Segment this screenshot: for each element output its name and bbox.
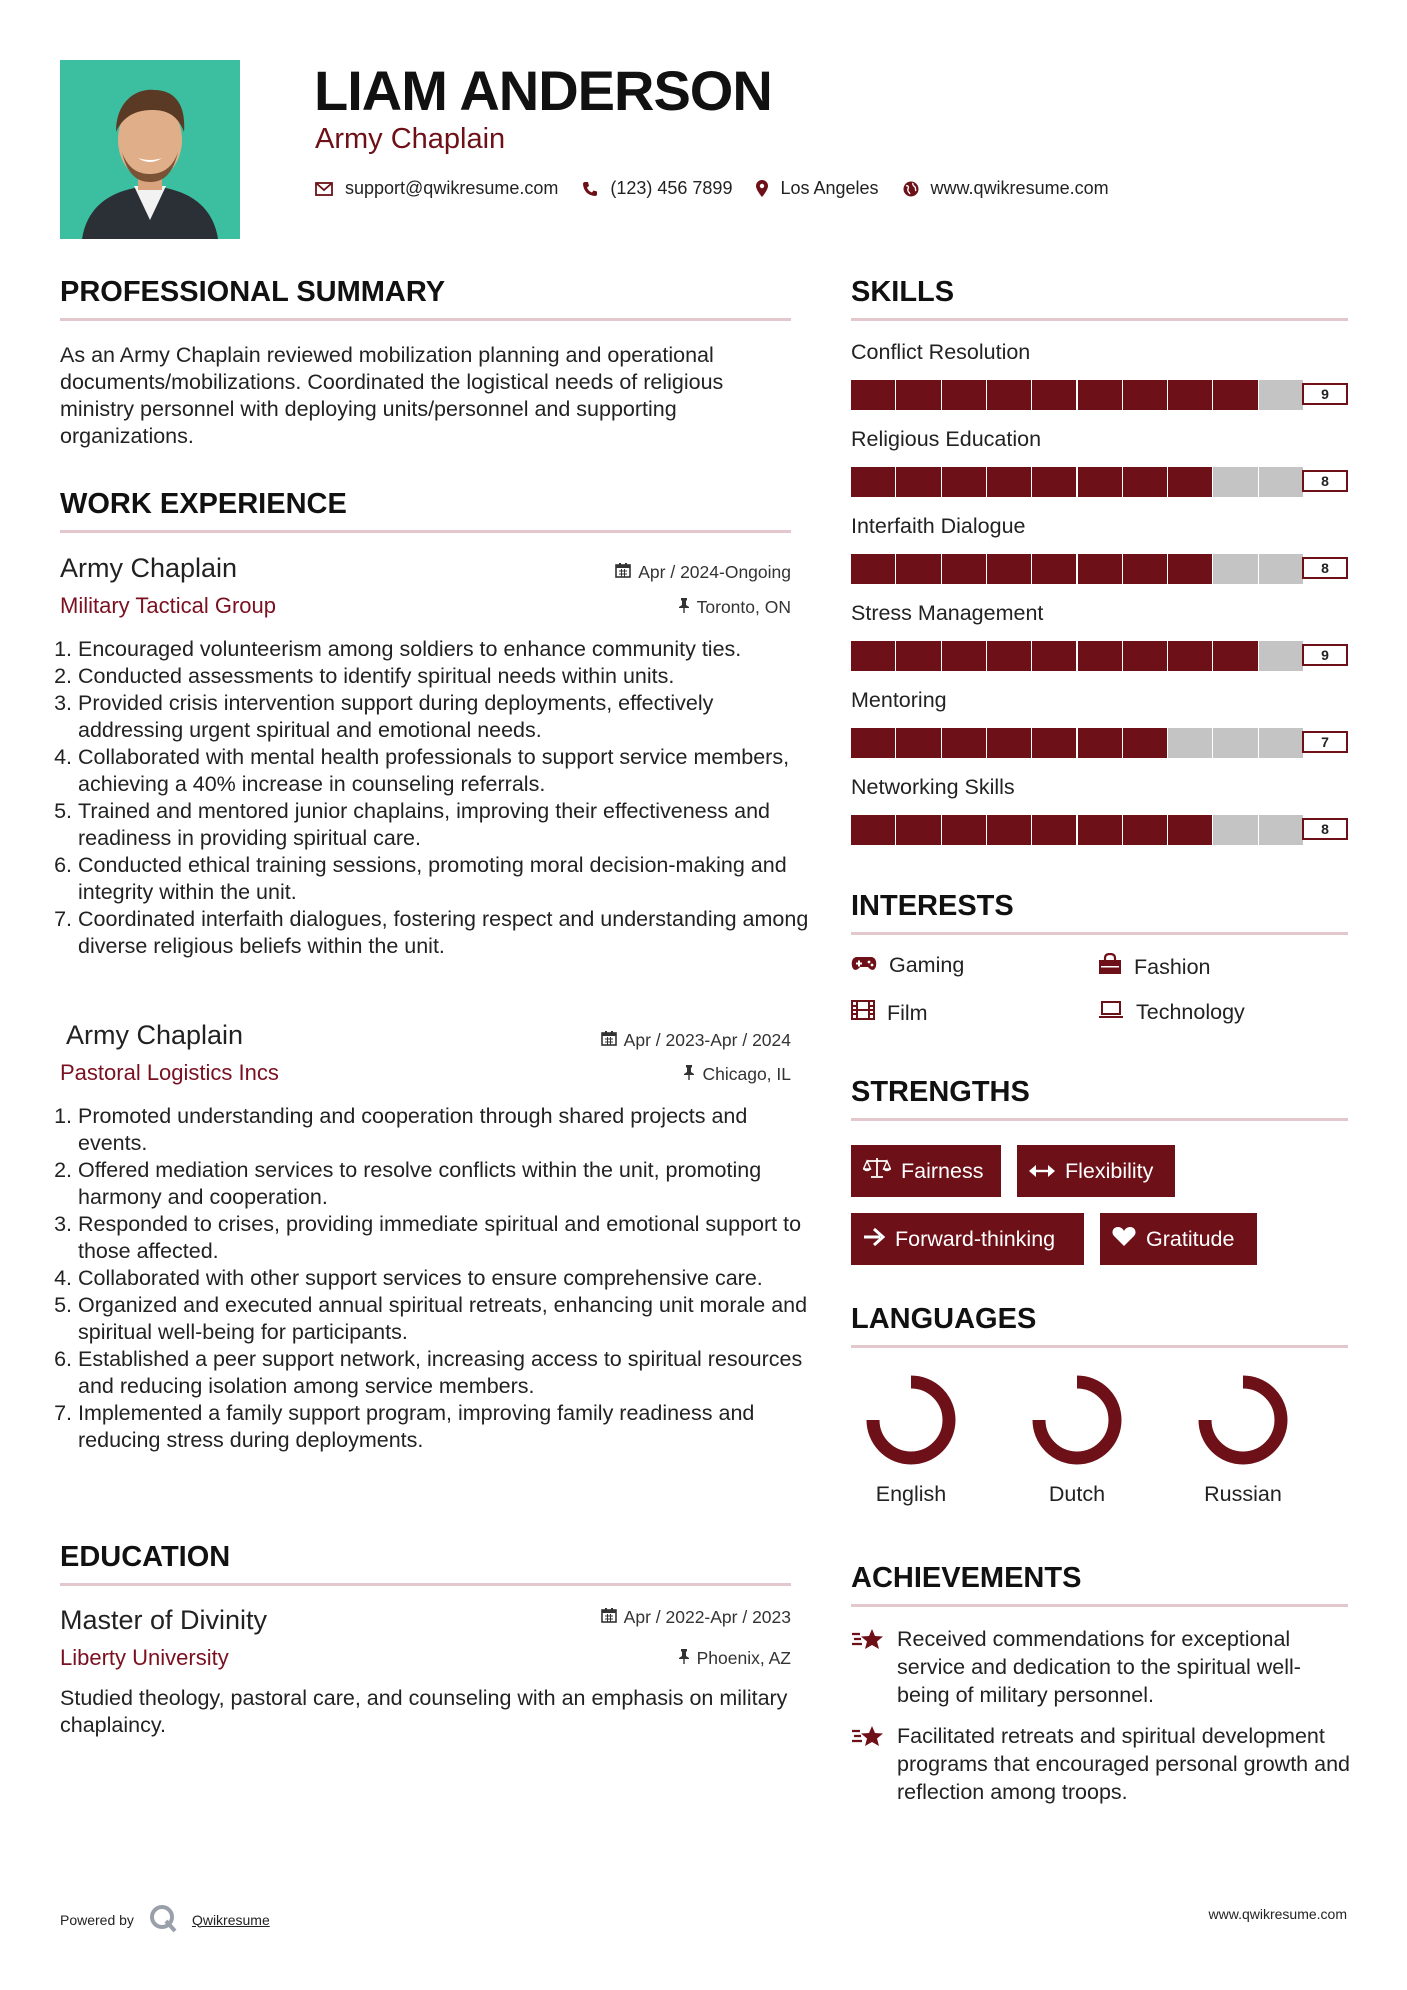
duty-item: 3. Provided crisis intervention support during deployments, effectively addressing urgent spiritual and emotional needs. [78, 690, 809, 744]
skill-bar-segment [987, 380, 1031, 410]
interests-divider [851, 932, 1348, 935]
language-gauge [1017, 1366, 1137, 1476]
skill-bar-segment [1123, 728, 1167, 758]
achievements-divider [851, 1604, 1348, 1607]
duty-item: 4. Collaborated with other support services to ensure comprehensive care. [78, 1265, 809, 1292]
skill-bar [851, 467, 1348, 497]
skill-level-value: 8 [1302, 470, 1348, 492]
skill-bar-segment [1078, 815, 1122, 845]
skill-bar-segment [896, 554, 940, 584]
education-description: Studied theology, pastoral care, and counseling with an emphasis on military chaplaincy. [60, 1686, 788, 1737]
strengths-divider [851, 1118, 1348, 1121]
skill-bar-segment [1168, 380, 1212, 410]
skill-level-value: 9 [1302, 383, 1348, 405]
job-location [491, 597, 791, 618]
interest-item-fashion [1098, 953, 1211, 981]
skill-name: Networking Skills [851, 775, 1015, 799]
skill-bar [851, 554, 1348, 584]
skill-level-value: 8 [1302, 818, 1348, 840]
skill-bar-segment [896, 467, 940, 497]
candidate-title: Army Chaplain [315, 123, 506, 155]
strength-tag-flexibility [1017, 1145, 1175, 1197]
language-label: Russian [1204, 1482, 1282, 1506]
skill-bar-segment [1078, 641, 1122, 671]
powered-by-text: Powered by [60, 1911, 134, 1928]
skill-bar-segment [1213, 554, 1257, 584]
skill-bar-segment [987, 815, 1031, 845]
skills-divider [851, 318, 1348, 321]
duty-item: 5. Trained and mentored junior chaplains, improving their effectiveness and readiness in providing spiritual care. [78, 798, 809, 852]
skill-bar-segment [1259, 380, 1303, 410]
interest-item-gaming [851, 953, 964, 978]
education-location [491, 1648, 791, 1669]
work-heading: WORK EXPERIENCE [60, 488, 347, 520]
interest-label: Technology [1136, 1000, 1245, 1024]
duty-item: 3. Responded to crises, providing immediate spiritual and emotional support to those affected. [78, 1211, 809, 1265]
strengths-heading: STRENGTHS [851, 1076, 1030, 1108]
duty-item: 4. Collaborated with mental health professionals to support service members, achieving a 40% increase in counseling referrals. [78, 744, 809, 798]
duty-item: 6. Established a peer support network, increasing access to spiritual resources and reducing isolation among service members. [78, 1346, 809, 1400]
strength-label: Forward-thinking [895, 1226, 1056, 1251]
strength-label: Fairness [901, 1158, 984, 1183]
skill-bar-segment [987, 641, 1031, 671]
profile-photo [60, 60, 240, 239]
contact-bar [315, 178, 1133, 199]
skill-bar-segment [1123, 380, 1167, 410]
heart-icon [1112, 1226, 1136, 1253]
skill-bar-segment [851, 815, 895, 845]
achievement-item [851, 1625, 1351, 1709]
education-school: Liberty University [60, 1645, 229, 1670]
gamepad-icon [851, 953, 877, 978]
skill-name: Conflict Resolution [851, 340, 1031, 364]
skill-bar-segment [942, 554, 986, 584]
skill-bar-segment [1032, 554, 1076, 584]
skill-bar-segment [851, 554, 895, 584]
language-gauge-arc [1039, 1382, 1115, 1458]
duty-item: 2. Offered mediation services to resolve conflicts within the unit, promoting harmony and cooperation. [78, 1157, 809, 1211]
calendar-icon [601, 1607, 617, 1628]
skill-bar-segment [942, 815, 986, 845]
education-dates [491, 1607, 791, 1628]
interest-item-film [851, 1000, 928, 1026]
pushpin-icon [678, 597, 690, 618]
duty-item: 6. Conducted ethical training sessions, promoting moral decision-making and integrity within the unit. [78, 852, 809, 906]
work-divider [60, 530, 791, 533]
job-location-text: Toronto, ON [696, 597, 791, 617]
shooting-star-icon [851, 1722, 885, 1806]
footer-powered-by [60, 1903, 270, 1936]
laptop-icon [1098, 1000, 1124, 1025]
skill-bar-segment [1168, 467, 1212, 497]
skill-bar-segment [1259, 554, 1303, 584]
job-location [491, 1064, 791, 1085]
job-dates [491, 1030, 791, 1051]
summary-text: As an Army Chaplain reviewed mobilization planning and operational documents/mobilizations. Coordinated the logistical needs of religious ministry personnel with deploying units/personnel and supporting organizations. [60, 343, 724, 448]
summary-divider [60, 318, 791, 321]
contact-website[interactable]: www.qwikresume.com [930, 178, 1109, 198]
job-location-text: Chicago, IL [702, 1064, 791, 1084]
skill-name: Religious Education [851, 427, 1042, 451]
skill-bar-segment [1032, 728, 1076, 758]
skill-bar-segment [1078, 467, 1122, 497]
skill-bar [851, 641, 1348, 671]
footer-website[interactable]: www.qwikresume.com [1208, 1906, 1347, 1922]
skill-bar-segment [1123, 554, 1167, 584]
contact-phone[interactable]: (123) 456 7899 [610, 178, 733, 198]
skill-bar-segment [1259, 641, 1303, 671]
language-item [1183, 1366, 1303, 1506]
skill-bar-segment [1078, 380, 1122, 410]
arrow-right-icon [863, 1227, 885, 1252]
education-location-text: Phoenix, AZ [696, 1648, 791, 1668]
language-gauge-arc [873, 1382, 949, 1458]
strength-tag-fairness [851, 1145, 1001, 1197]
skill-bar [851, 728, 1348, 758]
duty-item: 1. Encouraged volunteerism among soldiers to enhance community ties. [78, 636, 809, 663]
language-item [851, 1366, 971, 1506]
education-divider [60, 1583, 791, 1586]
skill-name: Mentoring [851, 688, 947, 712]
contact-email[interactable]: support@qwikresume.com [345, 178, 559, 198]
achievement-item [851, 1722, 1351, 1806]
skill-bar-segment [1078, 554, 1122, 584]
skill-bar-segment [1168, 728, 1212, 758]
skill-bar-segment [1032, 380, 1076, 410]
language-item [1017, 1366, 1137, 1506]
skill-level-value: 9 [1302, 644, 1348, 666]
balance-scale-icon [863, 1157, 891, 1185]
skill-name: Stress Management [851, 601, 1044, 625]
film-icon [851, 1000, 875, 1026]
skill-level-value: 8 [1302, 557, 1348, 579]
skill-bar [851, 815, 1348, 845]
skill-bar-segment [942, 380, 986, 410]
skill-bar-segment [1123, 641, 1167, 671]
job-title: Army Chaplain [66, 1020, 244, 1050]
skill-level-value: 7 [1302, 731, 1348, 753]
duty-item: 7. Coordinated interfaith dialogues, fostering respect and understanding among diverse religious beliefs within the unit. [78, 906, 809, 960]
achievement-text: Facilitated retreats and spiritual development programs that encouraged personal growth and reflection among troops. [897, 1724, 1350, 1804]
strength-label: Flexibility [1065, 1158, 1154, 1183]
language-gauge-arc [1205, 1382, 1281, 1458]
job-dates [491, 562, 791, 583]
skill-bar-segment [896, 815, 940, 845]
calendar-icon [601, 1030, 617, 1051]
education-heading: EDUCATION [60, 1541, 231, 1573]
skill-bar-segment [896, 380, 940, 410]
candidate-name: LIAM ANDERSON [314, 59, 772, 122]
skill-bar-segment [1213, 641, 1257, 671]
interest-item-technology [1098, 1000, 1245, 1025]
languages-heading: LANGUAGES [851, 1303, 1037, 1335]
language-label: English [875, 1482, 947, 1506]
contact-location: Los Angeles [780, 178, 879, 198]
skill-bar-segment [987, 467, 1031, 497]
calendar-icon [615, 562, 631, 583]
skill-bar-segment [1168, 554, 1212, 584]
skill-bar-segment [987, 728, 1031, 758]
phone-icon [582, 181, 598, 197]
achievement-text: Received commendations for exceptional service and dedication to the spiritual well-being of military personnel. [897, 1627, 1301, 1707]
duty-item: 1. Promoted understanding and cooperation through shared projects and events. [78, 1103, 809, 1157]
job-duties-list [60, 1103, 809, 1454]
strength-label: Gratitude [1146, 1226, 1235, 1251]
language-gauge [1183, 1366, 1303, 1476]
skill-bar-segment [1168, 815, 1212, 845]
skill-bar-segment [1213, 380, 1257, 410]
duty-item: 5. Organized and executed annual spiritual retreats, enhancing unit morale and spiritual well-being for participants. [78, 1292, 809, 1346]
job-company: Military Tactical Group [60, 593, 276, 618]
interest-label: Fashion [1134, 954, 1211, 979]
skill-bar-segment [987, 554, 1031, 584]
job-dates-text: Apr / 2023-Apr / 2024 [623, 1030, 791, 1050]
pushpin-icon [683, 1064, 695, 1085]
skill-bar-segment [1032, 641, 1076, 671]
skill-bar-segment [1078, 728, 1122, 758]
skill-bar-segment [942, 641, 986, 671]
language-gauge [851, 1366, 971, 1476]
skill-bar-segment [851, 380, 895, 410]
job-dates-text: Apr / 2024-Ongoing [638, 562, 791, 582]
interest-label: Gaming [889, 953, 965, 977]
skill-bar-segment [1213, 728, 1257, 758]
language-label: Dutch [1048, 1482, 1106, 1506]
skills-heading: SKILLS [851, 276, 955, 308]
arrows-horizontal-icon [1029, 1159, 1055, 1184]
map-pin-icon [756, 180, 768, 197]
strength-tag-forward-thinking [851, 1213, 1084, 1265]
skill-bar-segment [1259, 467, 1303, 497]
qwikresume-logo-icon [148, 1903, 178, 1936]
summary-heading: PROFESSIONAL SUMMARY [60, 276, 446, 308]
shopping-bag-icon [1098, 953, 1122, 981]
skill-bar-segment [1123, 815, 1167, 845]
skill-bar-segment [851, 467, 895, 497]
skill-bar-segment [1168, 641, 1212, 671]
skill-bar-segment [1032, 815, 1076, 845]
job-company: Pastoral Logistics Incs [60, 1060, 279, 1085]
skill-bar-segment [851, 641, 895, 671]
education-degree: Master of Divinity [60, 1605, 268, 1635]
interests-heading: INTERESTS [851, 890, 1014, 922]
skill-bar-segment [942, 467, 986, 497]
skill-bar-segment [851, 728, 895, 758]
brand-link[interactable]: Qwikresume [191, 1911, 270, 1928]
skill-name: Interfaith Dialogue [851, 514, 1026, 538]
skill-bar-segment [1259, 815, 1303, 845]
shooting-star-icon [851, 1625, 885, 1709]
skill-bar-segment [1259, 728, 1303, 758]
skill-bar-segment [1032, 467, 1076, 497]
skill-bar-segment [1213, 467, 1257, 497]
interest-label: Film [887, 1000, 928, 1025]
skill-bar-segment [896, 641, 940, 671]
envelope-icon [315, 182, 333, 196]
job-duties-list [60, 636, 809, 960]
achievements-heading: ACHIEVEMENTS [851, 1562, 1082, 1594]
job-title: Army Chaplain [60, 553, 238, 583]
skill-bar [851, 380, 1348, 410]
skill-bar-segment [1123, 467, 1167, 497]
skill-bar-segment [1213, 815, 1257, 845]
duty-item: 2. Conducted assessments to identify spiritual needs within units. [78, 663, 809, 690]
skill-bar-segment [896, 728, 940, 758]
duty-item: 7. Implemented a family support program, improving family readiness and reducing stress during deployments. [78, 1400, 809, 1454]
languages-divider [851, 1345, 1348, 1348]
strength-tag-gratitude [1100, 1213, 1257, 1265]
pushpin-icon [678, 1648, 690, 1669]
globe-icon [903, 181, 919, 197]
skill-bar-segment [942, 728, 986, 758]
education-dates-text: Apr / 2022-Apr / 2023 [623, 1607, 791, 1627]
